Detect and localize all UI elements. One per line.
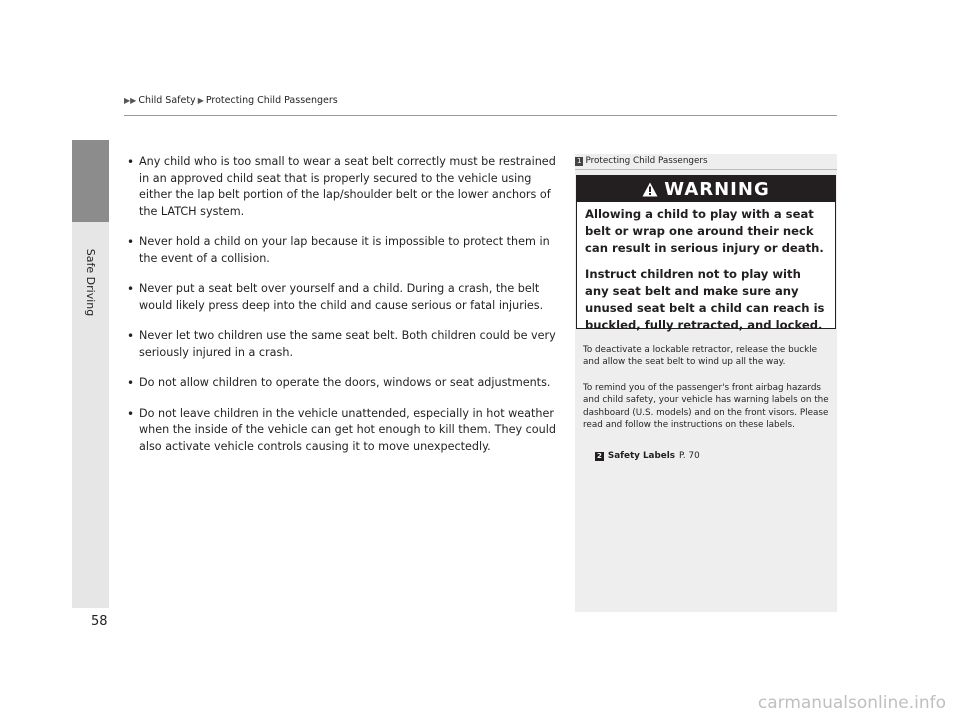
section-tab-marker <box>72 140 109 222</box>
section-tab-label: Safe Driving <box>84 248 97 316</box>
bullet-icon: • <box>127 282 135 296</box>
xref-safety-labels[interactable] <box>595 450 833 462</box>
bullet-icon: • <box>127 376 135 390</box>
sidebar-heading: 1 Protecting Child Passengers <box>577 156 708 166</box>
warning-box <box>576 175 836 332</box>
sidebar-heading-divider <box>575 169 837 170</box>
warning-title: WARNING <box>664 178 770 200</box>
sidebar-paragraph-retractor: To deactivate a lockable retractor, release the buckle and allow the seat belt to wind up all the way. <box>583 345 818 368</box>
main-content <box>127 154 559 469</box>
list-item: • Any child who is too small to wear a seat belt correctly must be restrained in an approved child seat that is properly secured to the vehicle using either the lap belt portion of the lap/shoulder belt or the lower anchors of the LATCH system. <box>127 154 559 220</box>
list-item: • Never put a seat belt over yourself and a child. During a crash, the belt would likely press deep into the child and cause serious or fatal injuries. <box>127 281 559 314</box>
list-item: • Never hold a child on your lap because it is impossible to protect them in the event of a collision. <box>127 234 559 267</box>
breadcrumb-arrow-icon: ▶ <box>197 96 204 105</box>
bullet-icon: • <box>127 235 135 249</box>
warning-paragraph: Instruct children not to play with any seat belt and make sure any unused seat belt a child can reach is buckled, fully retracted, and locked. <box>585 267 825 332</box>
sidebar-notes <box>575 154 837 612</box>
header-divider <box>124 115 837 116</box>
breadcrumb-item-child-safety[interactable]: Child Safety <box>138 95 196 106</box>
xref-page: P. 70 <box>679 451 700 461</box>
sidebar-paragraph-labels: To remind you of the passenger's front airbag hazards and child safety, your vehicle has warning labels on the dashboard (U.S. models) and on the front visors. Please read and follow the instructions on these labels. <box>583 383 829 430</box>
breadcrumb-arrow-icon: ▶▶ <box>124 96 137 105</box>
bullet-icon: • <box>127 406 135 421</box>
watermark: carmanualsonline.info <box>757 693 946 713</box>
breadcrumb <box>124 95 338 106</box>
warning-triangle-icon <box>642 182 658 197</box>
list-item: • Never let two children use the same seat belt. Both children could be very seriously injured in a crash. <box>127 328 559 361</box>
bullet-icon: • <box>127 329 135 343</box>
xref-title: Safety Labels <box>607 451 675 461</box>
cross-reference-icon: 2 <box>597 451 602 460</box>
list-item: • Do not leave children in the vehicle unattended, especially in hot weather when the inside of the vehicle can get hot enough to kill them. They could also activate vehicle controls causing it to move unexpectedly. <box>127 406 559 456</box>
warning-body <box>577 202 835 334</box>
warning-header <box>577 176 835 202</box>
warning-paragraph: Allowing a child to play with a seat belt or wrap one around their neck can result in serious injury or death. <box>585 207 824 255</box>
note-number-icon: 1 <box>577 156 582 165</box>
sidebar-xref-container <box>583 450 833 462</box>
page-number: 58 <box>91 614 108 629</box>
bullet-icon: • <box>127 155 135 169</box>
breadcrumb-item-protecting-child-passengers[interactable]: Protecting Child Passengers <box>205 95 338 106</box>
list-item: • Do not allow children to operate the doors, windows or seat adjustments. <box>127 376 551 390</box>
